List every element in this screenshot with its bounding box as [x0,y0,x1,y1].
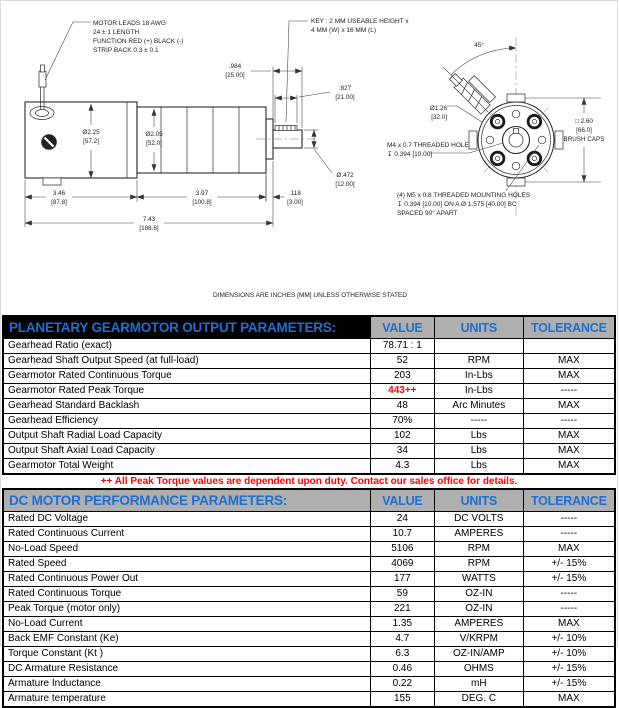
dim-motor-length [25,180,137,227]
svg-text:.827: .827 [338,85,352,92]
param-tolerance-cell: ----- [523,587,615,602]
svg-text:[52.0]: [52.0] [146,140,162,147]
param-label-cell: Gearhead Shaft Output Speed (at full-load) [3,354,370,369]
svg-text:[12.00]: [12.00] [335,181,355,188]
param-label-cell: Output Shaft Radial Load Capacity [3,429,370,444]
param-label-cell: Peak Torque (motor only) [3,602,370,617]
svg-text:45°: 45° [474,42,484,49]
svg-text:[87.8]: [87.8] [51,199,67,206]
param-tolerance-cell: MAX [523,459,615,475]
param-units-cell: OZ-IN/AMP [434,647,523,662]
param-label-cell: Rated DC Voltage [3,512,370,527]
param-value-cell: 78.71 : 1 [370,339,434,354]
param-value-cell: 34 [370,444,434,459]
table-row [3,444,615,459]
param-value-cell: 0.22 [370,677,434,692]
svg-text:Ø2.05: Ø2.05 [145,131,163,138]
table-row [3,617,615,632]
param-units-cell: ----- [434,414,523,429]
param-value-cell: 0.46 [370,662,434,677]
table2-column-tolerance: TOLERANCE [523,489,615,512]
svg-text:.984: .984 [228,63,242,70]
svg-text:[25.00]: [25.00] [225,72,245,79]
motor-leads-line3: FUNCTION RED (+) BLACK (-) [93,38,184,45]
param-label-cell: No-Load Current [3,617,370,632]
key-note [286,18,409,122]
param-label-cell: Gearmotor Rated Peak Torque [3,384,370,399]
param-label-cell: Output Shaft Axial Load Capacity [3,444,370,459]
table2-column-value: VALUE [370,489,434,512]
param-tolerance-cell: ----- [523,512,615,527]
table-row [3,527,615,542]
svg-text:□ 2.60: □ 2.60 [575,118,593,125]
motor-leads-line4: STRIP BACK 0.3 ± 0.1 [93,47,159,54]
param-label-cell: Armature temperature [3,692,370,708]
param-value-cell: 155 [370,692,434,708]
param-tolerance-cell: MAX [523,354,615,369]
param-value-cell: 59 [370,587,434,602]
table2-header-row [3,489,615,512]
param-units-cell: OZ-IN [434,602,523,617]
units-note: DIMENSIONS ARE INCHES [MM] UNLESS OTHERWISE STATED [213,292,407,299]
param-tolerance-cell: +/- 15% [523,662,615,677]
svg-text:[188.6]: [188.6] [139,225,159,232]
param-label-cell: No-Load Speed [3,542,370,557]
param-value-cell: 177 [370,572,434,587]
param-value-cell: 6.3 [370,647,434,662]
technical-drawing [1,1,619,315]
param-units-cell [434,339,523,354]
svg-text:[57.2]: [57.2] [83,138,99,145]
svg-text:[21.00]: [21.00] [335,94,355,101]
param-value-cell: 4.3 [370,459,434,475]
param-units-cell: mH [434,677,523,692]
param-value-cell: 70% [370,414,434,429]
param-value-cell: 221 [370,602,434,617]
svg-text:[66.0]: [66.0] [576,127,592,134]
param-label-cell: Rated Continuous Torque [3,587,370,602]
param-units-cell: Lbs [434,429,523,444]
param-tolerance-cell: MAX [523,369,615,384]
param-label-cell: Back EMF Constant (Ke) [3,632,370,647]
table1-column-tolerance: TOLERANCE [523,316,615,339]
param-value-cell: 4069 [370,557,434,572]
table-row [3,677,615,692]
param-units-cell: RPM [434,354,523,369]
param-value-cell: 5106 [370,542,434,557]
param-tolerance-cell: +/- 10% [523,647,615,662]
param-units-cell: RPM [434,542,523,557]
svg-text:↧ 0.394 [10.00]: ↧ 0.394 [10.00] [387,151,433,158]
svg-text:[3.00]: [3.00] [287,199,303,206]
param-value-cell: 52 [370,354,434,369]
param-tolerance-cell: MAX [523,399,615,414]
svg-text:[100.8]: [100.8] [192,199,212,206]
table1-header-row [3,316,615,339]
param-units-cell: RPM [434,557,523,572]
table2-column-units: UNITS [434,489,523,512]
param-label-cell: DC Armature Resistance [3,662,370,677]
param-units-cell: OZ-IN [434,587,523,602]
param-label-cell: Gearmotor Total Weight [3,459,370,475]
table-row [3,414,615,429]
param-tolerance-cell [523,339,615,354]
table-row [3,542,615,557]
table-row [3,429,615,444]
table1-column-units: UNITS [434,316,523,339]
table-row [3,692,615,708]
table-row [3,602,615,617]
param-tolerance-cell: MAX [523,429,615,444]
table-row [3,354,615,369]
param-tolerance-cell: MAX [523,617,615,632]
dc-motor-performance-table [2,488,616,708]
table-row [3,587,615,602]
param-units-cell: DEG. C [434,692,523,708]
param-label-cell: Armature Inductance [3,677,370,692]
motor-side-view [25,65,318,185]
table-row [3,572,615,587]
param-label-cell: Rated Speed [3,557,370,572]
param-label-cell: Rated Continuous Power Out [3,572,370,587]
svg-text:Ø1.26: Ø1.26 [429,105,447,112]
param-value-cell: 102 [370,429,434,444]
svg-text:[32.0]: [32.0] [431,114,447,121]
shaft-key [275,126,297,131]
table-row [3,512,615,527]
key-note-line1: KEY : 2 MM USEABLE HEIGHT x [311,18,409,25]
table-row [3,662,615,677]
param-tolerance-cell: +/- 15% [523,677,615,692]
svg-text:(4) M5 x 0.8 THREADED MOUNTING: (4) M5 x 0.8 THREADED MOUNTING HOLES [397,192,531,199]
motor-leads-line2: 24 ± 1 LENGTH [93,29,140,36]
param-units-cell: In-Lbs [434,384,523,399]
param-value-cell: 443++ [370,384,434,399]
svg-text:BRUSH CAPS: BRUSH CAPS [563,136,605,143]
param-tolerance-cell: +/- 15% [523,557,615,572]
param-tolerance-cell: ----- [523,384,615,399]
svg-text:.118: .118 [289,190,301,197]
param-label-cell: Rated Continuous Current [3,527,370,542]
param-value-cell: 48 [370,399,434,414]
svg-text:7.43: 7.43 [142,216,156,223]
svg-text:3.97: 3.97 [195,190,209,197]
param-tolerance-cell: +/- 15% [523,572,615,587]
param-tolerance-cell: ----- [523,527,615,542]
table-row [3,459,615,475]
param-units-cell: In-Lbs [434,369,523,384]
param-tolerance-cell: +/- 10% [523,632,615,647]
param-value-cell: 10.7 [370,527,434,542]
table-row [3,369,615,384]
svg-text:↧ 0.394 [10.00] ON A Ø 1.575 [: ↧ 0.394 [10.00] ON A Ø 1.575 [40.00] BC [397,201,517,208]
param-label-cell: Gearmotor Rated Continuous Torque [3,369,370,384]
param-tolerance-cell: MAX [523,692,615,708]
table-row [3,384,615,399]
param-units-cell: AMPERES [434,617,523,632]
param-units-cell: Arc Minutes [434,399,523,414]
gearmotor-output-table [2,315,616,475]
param-units-cell: WATTS [434,572,523,587]
terminal-connector [448,65,497,114]
table2-title: DC MOTOR PERFORMANCE PARAMETERS: [3,489,370,512]
table1-column-value: VALUE [370,316,434,339]
peak-torque-footnote: ++ All Peak Torque values are dependent upon duty. Contact our sales office for details. [100,476,518,487]
svg-text:SPACED 90° APART: SPACED 90° APART [397,210,458,217]
param-tolerance-cell: ----- [523,602,615,617]
param-label-cell: Gearhead Efficiency [3,414,370,429]
param-value-cell: 4.7 [370,632,434,647]
motor-leads-note [45,20,183,80]
param-units-cell: V/KRPM [434,632,523,647]
svg-text:3.46: 3.46 [52,190,66,197]
param-value-cell: 1.35 [370,617,434,632]
svg-text:M4 x 0.7 THREADED HOLE: M4 x 0.7 THREADED HOLE [387,142,469,149]
param-tolerance-cell: ----- [523,414,615,429]
param-units-cell: AMPERES [434,527,523,542]
table1-title: PLANETARY GEARMOTOR OUTPUT PARAMETERS: [3,316,370,339]
param-label-cell: Torque Constant (Kt ) [3,647,370,662]
param-label-cell: Gearhead Ratio (exact) [3,339,370,354]
param-tolerance-cell: MAX [523,542,615,557]
param-value-cell: 203 [370,369,434,384]
param-units-cell: OHMS [434,662,523,677]
param-tolerance-cell: MAX [523,444,615,459]
param-label-cell: Gearhead Standard Backlash [3,399,370,414]
table-row [3,339,615,354]
key-note-line2: 4 MM (W) x 16 MM (L) [311,27,376,34]
table-row [3,632,615,647]
param-units-cell: DC VOLTS [434,512,523,527]
table-row [3,399,615,414]
svg-text:Ø2.25: Ø2.25 [82,129,100,136]
param-units-cell: Lbs [434,459,523,475]
dim-shaft-diameter [304,130,355,188]
param-units-cell: Lbs [434,444,523,459]
motor-leads-line1: MOTOR LEADS 18 AWG [93,20,166,27]
table-row [3,557,615,572]
table-row [3,647,615,662]
dim-gearhead-length [137,175,266,206]
param-value-cell: 24 [370,512,434,527]
svg-text:Ø.472: Ø.472 [336,172,354,179]
